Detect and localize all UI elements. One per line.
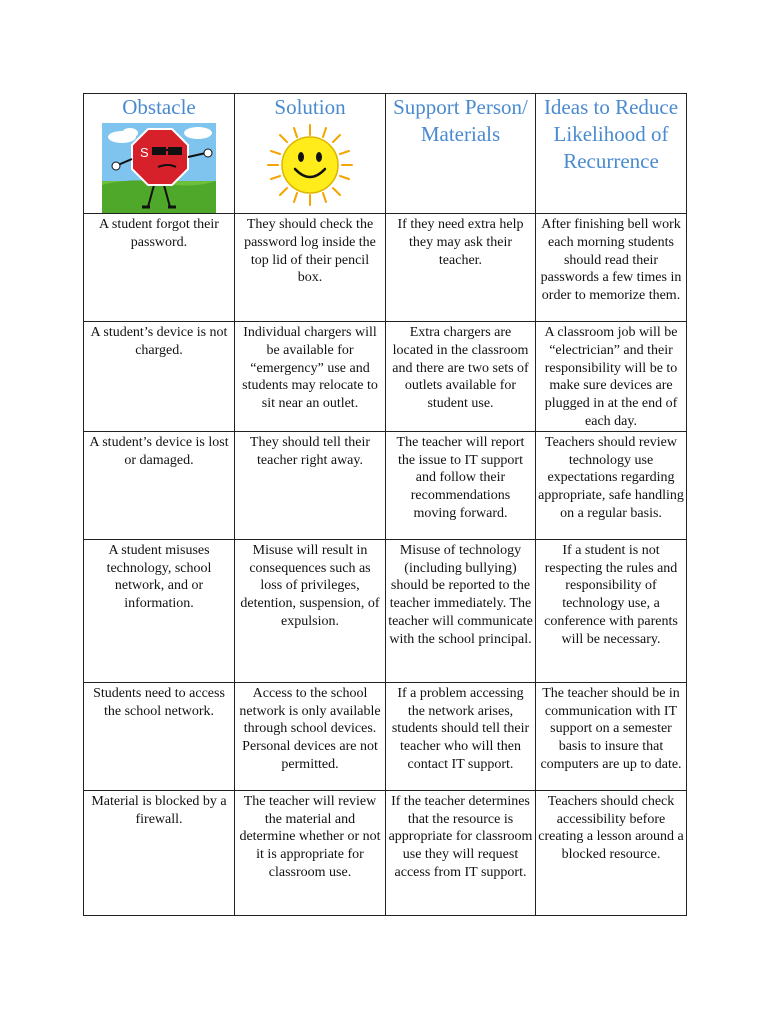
cell-ideas: Teachers should review technology use expectations regarding appropriate, safe handling on a regular basis.: [536, 431, 687, 539]
header-support-label: Support Person/ Materials: [393, 95, 528, 146]
cell-solution: Access to the school network is only available through school devices. Personal devices are not permitted.: [235, 682, 386, 790]
header-obstacle: [84, 94, 235, 214]
header-obstacle-label: Obstacle: [122, 95, 196, 119]
cell-ideas: A classroom job will be “electrician” and their responsibility will be to make sure devices are plugged in at the end of each day.: [536, 322, 687, 432]
cell-obstacle: A student’s device is not charged.: [84, 322, 235, 432]
table-row: [84, 682, 687, 790]
cell-obstacle: Material is blocked by a firewall.: [84, 790, 235, 915]
header-support: [386, 94, 536, 214]
table-row: [84, 790, 687, 915]
cell-ideas: The teacher should be in communication with IT support on a semester basis to insure that computers are up to date.: [536, 682, 687, 790]
cell-solution: They should check the password log inside the top lid of their pencil box.: [235, 214, 386, 322]
header-solution: [235, 94, 386, 214]
header-row: [84, 94, 687, 214]
header-solution-label: Solution: [274, 95, 346, 119]
table-row: [84, 214, 687, 322]
cell-ideas: If a student is not respecting the rules and responsibility of technology use, a conference with parents will be necessary.: [536, 539, 687, 682]
cell-obstacle: A student’s device is lost or damaged.: [84, 431, 235, 539]
cell-support: If a problem accessing the network arises, students should tell their teacher who will then contact IT support.: [386, 682, 536, 790]
obstacle-solution-table: [83, 93, 687, 916]
cell-obstacle: A student forgot their password.: [84, 214, 235, 322]
cell-solution: Individual chargers will be available for “emergency” use and students may relocate to sit near an outlet.: [235, 322, 386, 432]
cell-solution: Misuse will result in consequences such as loss of privileges, detention, suspension, of expulsion.: [235, 539, 386, 682]
cell-obstacle: Students need to access the school network.: [84, 682, 235, 790]
cell-support: If the teacher determines that the resource is appropriate for classroom use they will request access from IT support.: [386, 790, 536, 915]
cell-support: If they need extra help they may ask their teacher.: [386, 214, 536, 322]
cell-obstacle: A student misuses technology, school network, and or information.: [84, 539, 235, 682]
header-ideas-label: Ideas to Reduce Likelihood of Recurrence: [543, 95, 679, 173]
cell-ideas: After finishing bell work each morning students should read their passwords a few times in order to memorize them.: [536, 214, 687, 322]
cell-ideas: Teachers should check accessibility before creating a lesson around a blocked resource.: [536, 790, 687, 915]
header-ideas: [536, 94, 687, 214]
cell-support: Misuse of technology (including bullying) should be reported to the teacher immediately. The teacher will communicate with the school principal.: [386, 539, 536, 682]
smiling-sun-image: [262, 123, 358, 207]
cell-solution: They should tell their teacher right away.: [235, 431, 386, 539]
table-row: [84, 431, 687, 539]
svg-text:S: S: [140, 145, 149, 160]
cell-support: Extra chargers are located in the classroom and there are two sets of outlets available for student use.: [386, 322, 536, 432]
table-row: [84, 322, 687, 432]
cell-support: The teacher will report the issue to IT support and follow their recommendations moving forward.: [386, 431, 536, 539]
cell-solution: The teacher will review the material and determine whether or not it is appropriate for classroom use.: [235, 790, 386, 915]
stop-sign-character-image: [102, 123, 216, 213]
table-row: [84, 539, 687, 682]
